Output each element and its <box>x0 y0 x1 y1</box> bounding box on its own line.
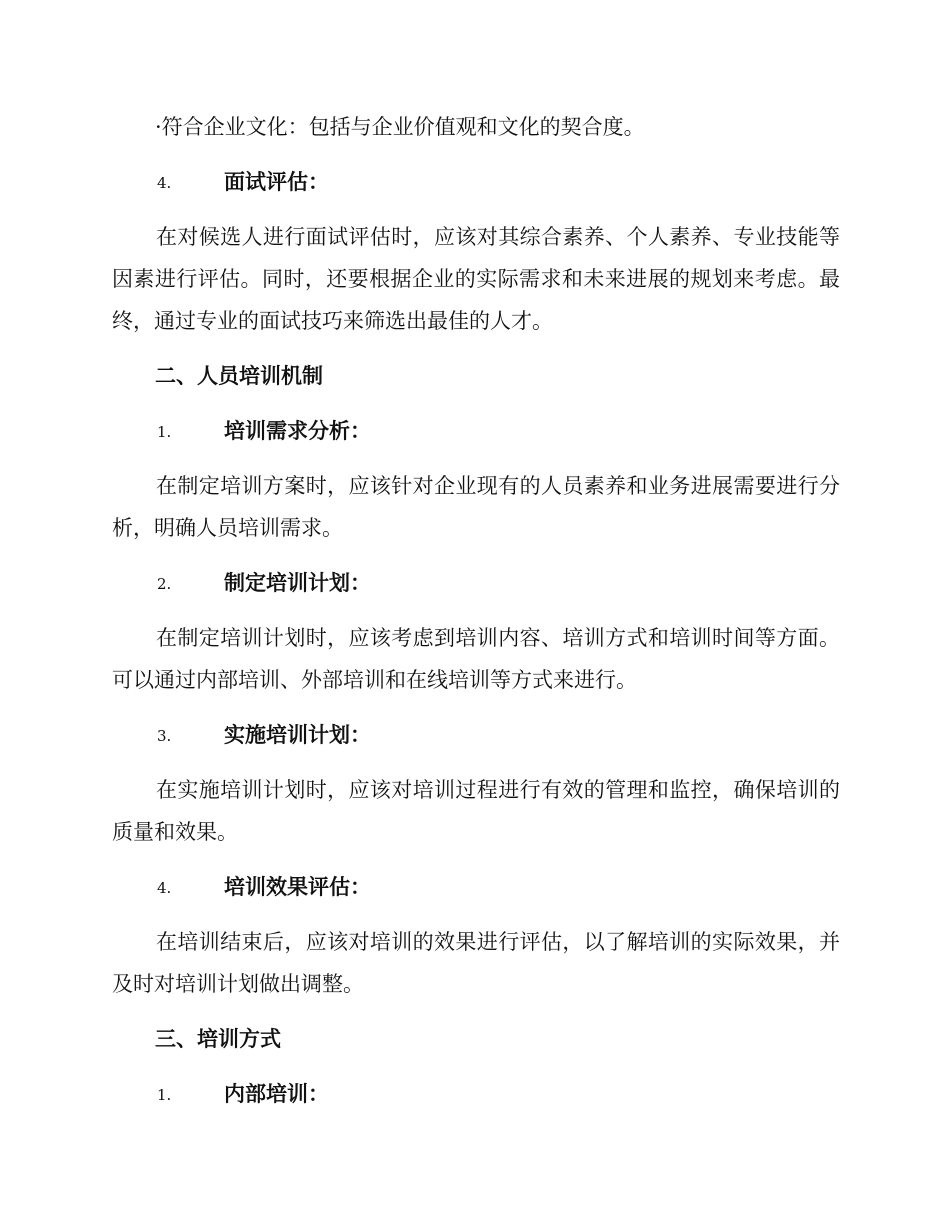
paragraph-effect-evaluation: 在培训结束后，应该对培训的效果进行评估，以了解培训的实际效果，并及时对培训计划做出调整。 <box>112 930 840 996</box>
item-number: 2. <box>157 575 172 593</box>
section-heading-training-mechanism: 二、人员培训机制 <box>155 363 323 388</box>
item-title-make-plan: 制定培训计划： <box>224 570 371 595</box>
item-title-interview-evaluation: 面试评估： <box>224 169 329 194</box>
item-title-implement-plan: 实施培训计划： <box>224 722 371 747</box>
item-number: 4. <box>157 174 172 192</box>
item-number: 1. <box>157 1086 172 1104</box>
section-heading-training-methods: 三、培训方式 <box>155 1026 281 1051</box>
paragraph-interview-evaluation: 在对候选人进行面试评估时，应该对其综合素养、个人素养、专业技能等因素进行评估。同时，还要根据企业的实际需求和未来进展的规划来考虑。最终，通过专业的面试技巧来筛选出最佳的人才。 <box>112 225 840 333</box>
item-title-needs-analysis: 培训需求分析： <box>224 418 371 443</box>
item-title-effect-evaluation: 培训效果评估： <box>224 874 371 899</box>
paragraph-needs-analysis: 在制定培训方案时，应该针对企业现有的人员素养和业务进展需要进行分析，明确人员培训需求。 <box>112 474 840 540</box>
item-number: 3. <box>157 727 172 745</box>
bullet-culture-fit: ·符合企业文化：包括与企业价值观和文化的契合度。 <box>155 115 645 139</box>
item-number: 1. <box>157 423 172 441</box>
paragraph-make-plan: 在制定培训计划时，应该考虑到培训内容、培训方式和培训时间等方面。可以通过内部培训、外部培训和在线培训等方式来进行。 <box>112 626 840 692</box>
paragraph-implement-plan: 在实施培训计划时，应该对培训过程进行有效的管理和监控，确保培训的质量和效果。 <box>112 778 840 844</box>
item-number: 4. <box>157 879 172 897</box>
item-title-internal-training: 内部培训： <box>224 1081 329 1106</box>
